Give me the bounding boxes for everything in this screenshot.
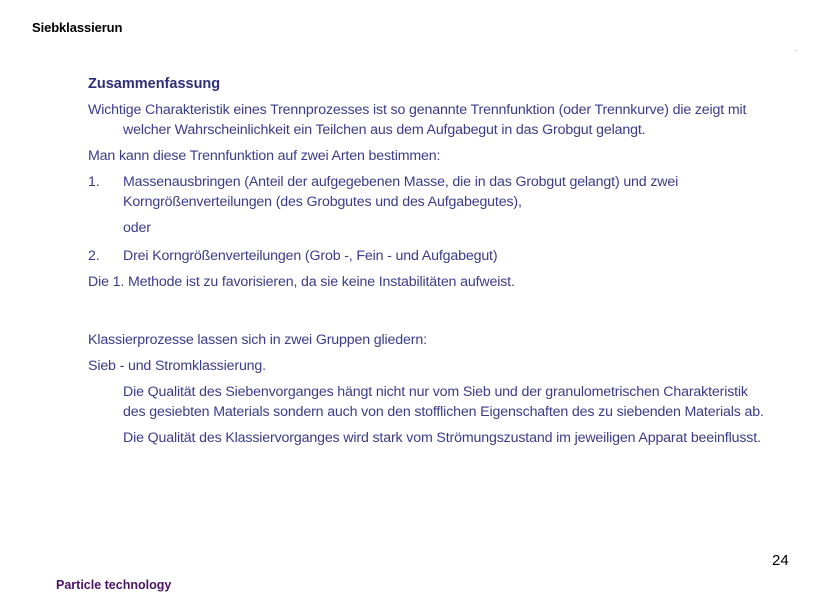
note-sieving-quality: Die Qualität des Siebenvorganges hängt nicht nur vom Sieb und der granulometrischen Charakteristik des gesiebten Materials sondern auch von den stofflichen Eigenschaften des zu siebenden Materials ab.: [123, 384, 764, 420]
method-text: Drei Korngrößenverteilungen (Grob -, Fein - und Aufgabegut): [123, 248, 498, 264]
footer-label: Particle technology: [56, 578, 172, 592]
method-lead-paragraph: Man kann diese Trennfunktion auf zwei Arten bestimmen:: [88, 148, 441, 164]
or-separator: oder: [123, 220, 151, 236]
note-classifying-quality: Die Qualität des Klassiervorganges wird stark vom Strömungszustand im jeweiligen Apparat beeinflusst.: [123, 430, 761, 446]
conclusion-paragraph: Die 1. Methode ist zu favorisieren, da sie keine Instabilitäten aufweist.: [88, 274, 515, 290]
section-spacer: [88, 298, 768, 330]
section-heading: Zusammenfassung: [88, 76, 221, 92]
method-number: 2.: [88, 248, 100, 264]
corner-mark: .: [795, 44, 798, 53]
method-item-2: [88, 246, 768, 266]
method-number: 1.: [88, 174, 100, 190]
slide-content: [88, 74, 768, 454]
method-item-1: [88, 172, 768, 212]
method-list: [88, 172, 768, 266]
slide-header-title: Siebklassierun: [32, 20, 123, 35]
method-text: Massenausbringen (Anteil der aufgegebenen Masse, die in das Grobgut gelangt) und zwei Korngrößenverteilungen (des Grobgutes und des Aufgabegutes),: [123, 174, 679, 210]
page-number: 24: [772, 552, 789, 569]
groups-lead-paragraph: Klassierprozesse lassen sich in zwei Gruppen gliedern:: [88, 332, 427, 348]
groups-paragraph: Sieb - und Stromklassierung.: [88, 358, 266, 374]
intro-paragraph: Wichtige Charakteristik eines Trennprozesses ist so genannte Trennfunktion (oder Trennkurve) die zeigt mit welcher Wahrscheinlichkeit ein Teilchen aus dem Aufgabegut in das Grobgut gelangt.: [88, 102, 747, 138]
